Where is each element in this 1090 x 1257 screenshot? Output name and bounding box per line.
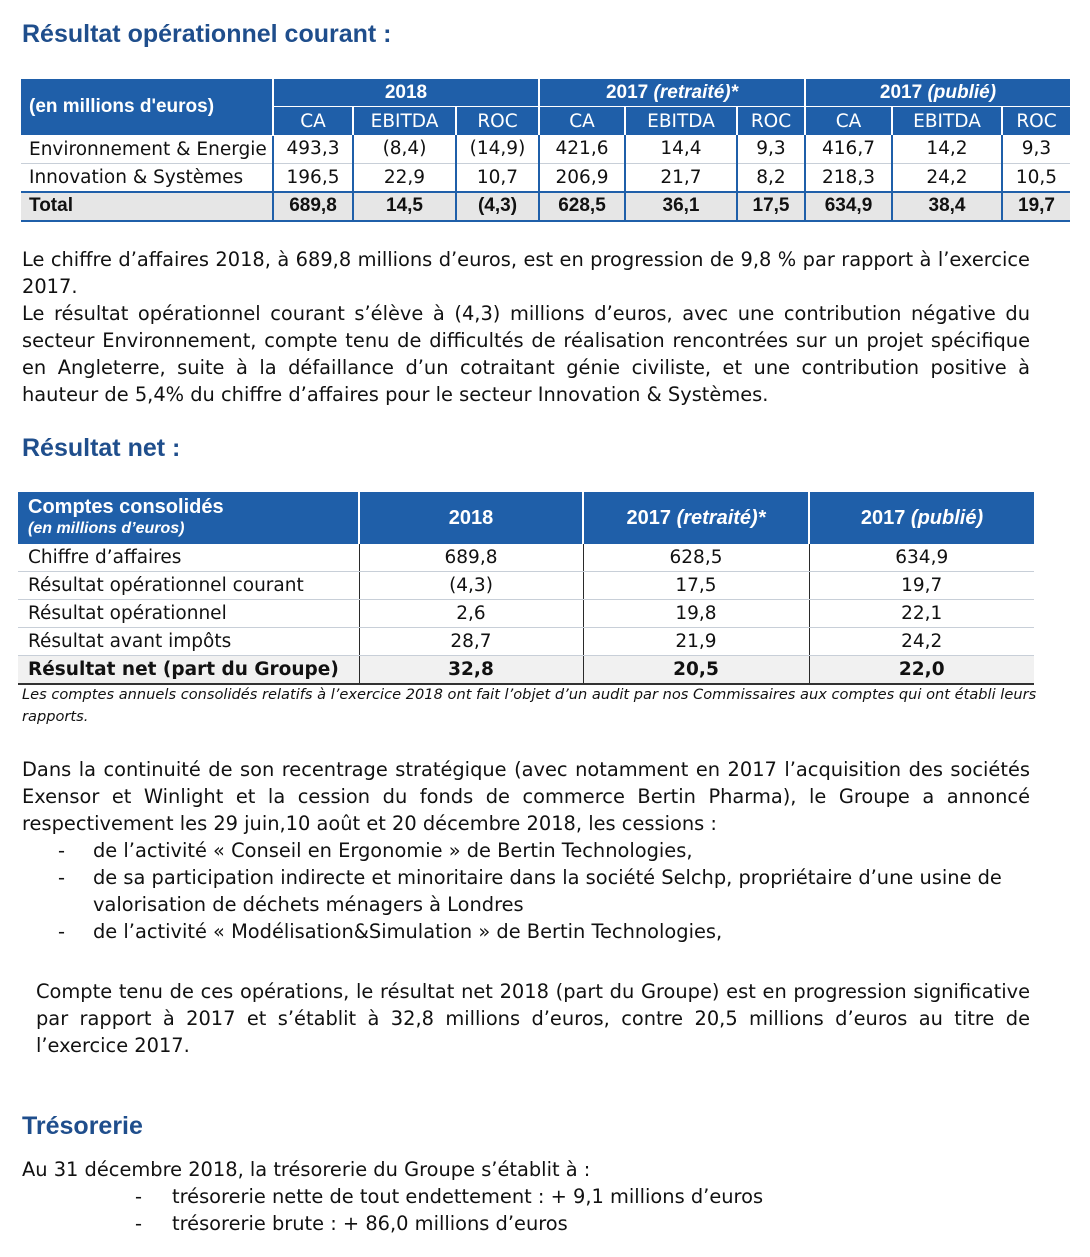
cell: 22,0 bbox=[809, 656, 1034, 685]
roc-table-group-2018: 2018 bbox=[273, 79, 539, 107]
table-total-row bbox=[18, 656, 1034, 685]
cell: 10,7 bbox=[456, 163, 539, 192]
cell: 17,5 bbox=[583, 572, 809, 600]
cell: 421,6 bbox=[539, 135, 625, 163]
cell: 628,5 bbox=[539, 192, 625, 221]
table-row bbox=[18, 600, 1034, 628]
bullet-dash: - bbox=[135, 1185, 142, 1208]
resultat-net-col-2017-retraite: 2017 (retraité)* bbox=[583, 492, 809, 544]
table-total-row bbox=[21, 192, 1070, 221]
table-row bbox=[18, 544, 1034, 572]
resultat-net-table bbox=[18, 492, 1034, 685]
table-row bbox=[21, 135, 1070, 163]
cell: 416,7 bbox=[805, 135, 892, 163]
roc-table-group-2017-retraite: 2017 (retraité)* bbox=[539, 79, 805, 107]
roc-table-subcol: CA bbox=[805, 107, 892, 136]
bullet-dash: - bbox=[58, 839, 65, 862]
paragraph-cessions: Dans la continuité de son recentrage stratégique (avec notamment en 2017 l’acquisition des sociétés Exensor et Winlight et la cession du fonds de commerce Bertin Pharma), le Groupe a annoncé respectivement les 29 juin,10 août et 20 décembre 2018, les cessions : bbox=[22, 758, 1030, 835]
cell: 14,5 bbox=[353, 192, 456, 221]
row-label: Environnement & Energie bbox=[21, 135, 273, 163]
list-item: - de l’activité « Modélisation&Simulation » de Bertin Technologies, bbox=[58, 920, 723, 943]
list-item: - trésorerie nette de tout endettement : + 9,1 millions d’euros bbox=[135, 1185, 764, 1208]
cell: 36,1 bbox=[625, 192, 737, 221]
table-row bbox=[21, 163, 1070, 192]
paragraph-tresorerie: Au 31 décembre 2018, la trésorerie du Groupe s’établit à : bbox=[22, 1158, 591, 1181]
cell: 21,7 bbox=[625, 163, 737, 192]
total-label: Total bbox=[21, 192, 273, 221]
cessions-list bbox=[22, 837, 1030, 945]
roc-table-subcol: ROC bbox=[737, 107, 805, 136]
cell: 196,5 bbox=[273, 163, 353, 192]
section-title-roc: Résultat opérationnel courant : bbox=[22, 20, 392, 48]
cell: (8,4) bbox=[353, 135, 456, 163]
cell: 24,2 bbox=[892, 163, 1002, 192]
cell: 14,2 bbox=[892, 135, 1002, 163]
cell: (4,3) bbox=[456, 192, 539, 221]
cell: 19,8 bbox=[583, 600, 809, 628]
cell: (4,3) bbox=[359, 572, 583, 600]
audit-note: Les comptes annuels consolidés relatifs à l’exercice 2018 ont fait l’objet d’un audit par nos Commissaires aux comptes qui ont établi leurs rapports. bbox=[22, 686, 1037, 725]
roc-table-unit-label: (en millions d'euros) bbox=[21, 79, 273, 135]
roc-table-group-2017-publie: 2017 (publié) bbox=[805, 79, 1070, 107]
cell: 20,5 bbox=[583, 656, 809, 685]
roc-table-subcol: ROC bbox=[1002, 107, 1070, 136]
row-label: Résultat opérationnel bbox=[18, 600, 359, 628]
cell: 10,5 bbox=[1002, 163, 1070, 192]
cell: 628,5 bbox=[583, 544, 809, 572]
bullet-dash: - bbox=[58, 866, 65, 889]
cell: 634,9 bbox=[805, 192, 892, 221]
table-row bbox=[18, 572, 1034, 600]
row-label: Chiffre d’affaires bbox=[18, 544, 359, 572]
paragraph-resultat-net: Compte tenu de ces opérations, le résultat net 2018 (part du Groupe) est en progression significative par rapport à 2017 et s’établit à 32,8 millions d’euros, contre 20,5 millions d’euros au titre de l’exercice 2017. bbox=[36, 980, 1030, 1057]
section-title-resultat-net: Résultat net : bbox=[22, 434, 181, 462]
bullet-dash: - bbox=[135, 1212, 142, 1235]
cell: 689,8 bbox=[273, 192, 353, 221]
cell: 9,3 bbox=[1002, 135, 1070, 163]
roc-table-subcol: ROC bbox=[456, 107, 539, 136]
table-row bbox=[18, 628, 1034, 656]
resultat-net-table-header: Comptes consolidés (en millions d’euros) bbox=[28, 496, 224, 537]
cell: 19,7 bbox=[809, 572, 1034, 600]
cell: (14,9) bbox=[456, 135, 539, 163]
paragraph-roc: Le résultat opérationnel courant s’élève à (4,3) millions d’euros, avec une contribution négative du secteur Environnement, compte tenu de difficultés de réalisation rencontrées sur un projet spécifique en Angleterre, suite à la défaillance d’un cotraitant génie civiliste, et une contribution positive à hauteur de 5,4% du chiffre d’affaires pour le secteur Innovation & Systèmes. bbox=[22, 302, 1030, 406]
roc-table-subcol: CA bbox=[273, 107, 353, 136]
bullet-dash: - bbox=[58, 920, 65, 943]
cell: 9,3 bbox=[737, 135, 805, 163]
list-item: - de l’activité « Conseil en Ergonomie » de Bertin Technologies, bbox=[58, 839, 693, 862]
total-label: Résultat net (part du Groupe) bbox=[18, 656, 359, 685]
cell: 634,9 bbox=[809, 544, 1034, 572]
cell: 21,9 bbox=[583, 628, 809, 656]
cell: 22,9 bbox=[353, 163, 456, 192]
roc-table-subcol: EBITDA bbox=[625, 107, 737, 136]
cell: 19,7 bbox=[1002, 192, 1070, 221]
row-label: Résultat avant impôts bbox=[18, 628, 359, 656]
cell: 8,2 bbox=[737, 163, 805, 192]
cell: 38,4 bbox=[892, 192, 1002, 221]
paragraph-ca: Le chiffre d’affaires 2018, à 689,8 millions d’euros, est en progression de 9,8 % par rapport à l’exercice 2017. bbox=[22, 248, 1030, 298]
roc-table-subcol: EBITDA bbox=[353, 107, 456, 136]
cell: 206,9 bbox=[539, 163, 625, 192]
roc-table-subcol: EBITDA bbox=[892, 107, 1002, 136]
tresorerie-list bbox=[22, 1183, 1030, 1237]
cell: 689,8 bbox=[359, 544, 583, 572]
cell: 32,8 bbox=[359, 656, 583, 685]
cell: 17,5 bbox=[737, 192, 805, 221]
cell: 2,6 bbox=[359, 600, 583, 628]
cell: 24,2 bbox=[809, 628, 1034, 656]
cell: 28,7 bbox=[359, 628, 583, 656]
section-title-tresorerie: Trésorerie bbox=[22, 1112, 143, 1140]
resultat-net-col-2017-publie: 2017 (publié) bbox=[809, 492, 1034, 544]
cell: 218,3 bbox=[805, 163, 892, 192]
cell: 22,1 bbox=[809, 600, 1034, 628]
roc-table-subcol: CA bbox=[539, 107, 625, 136]
row-label: Résultat opérationnel courant bbox=[18, 572, 359, 600]
list-item: - de sa participation indirecte et minoritaire dans la société Selchp, propriétaire d’une usine de valorisation de déchets ménagers à Londres bbox=[58, 866, 1002, 916]
row-label: Innovation & Systèmes bbox=[21, 163, 273, 192]
resultat-net-col-2018: 2018 bbox=[359, 492, 583, 544]
cell: 493,3 bbox=[273, 135, 353, 163]
cell: 14,4 bbox=[625, 135, 737, 163]
list-item: - trésorerie brute : + 86,0 millions d’euros bbox=[135, 1212, 568, 1235]
roc-table bbox=[21, 79, 1070, 222]
